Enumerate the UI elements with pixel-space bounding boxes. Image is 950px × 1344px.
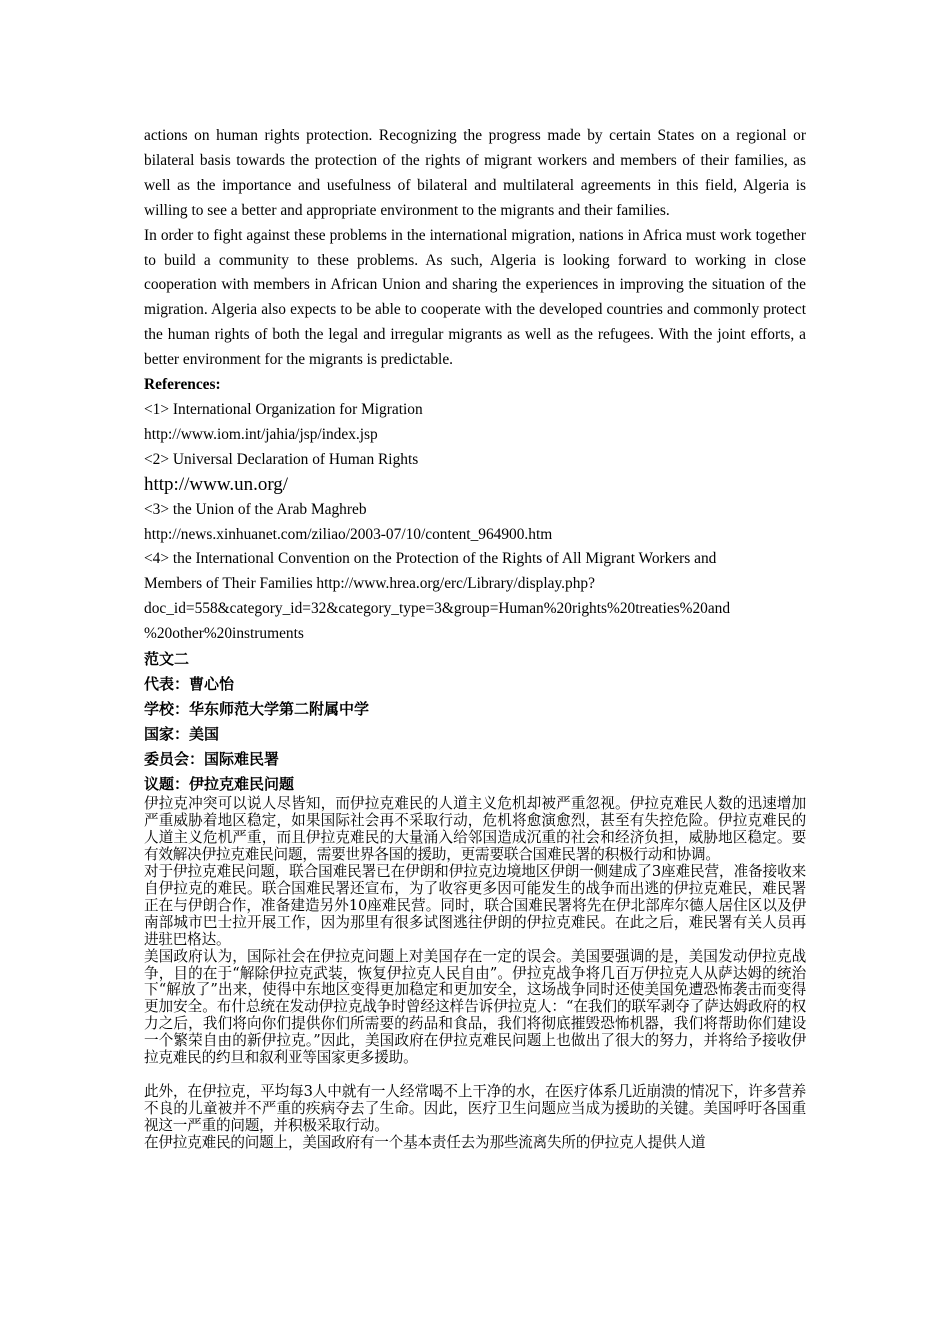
intro-paragraph-1: actions on human rights protection. Recognizing the progress made by certain States on a regional or bilateral basis towards the protection of the rights of migrant workers and members of their families, as well as the importance and usefulness of bilateral and multilateral agreements in this field, Algeria is willing to see a better and appropriate environment to the migrants and their families. xyxy=(144,127,806,219)
body-paragraph-4: 此外，在伊拉克，平均每3人中就有一人经常喝不上干净的水，在医疗体系几近崩溃的情况下，许多营养不良的儿童被并不严重的疾病夺去了生命。因此，医疗卫生问题应当成为援助的关键。美国呼吁各国重视这一严重的问题，并积极采取行动。 xyxy=(144,1082,806,1134)
reference-4-line-3[interactable]: doc_id=558&category_id=32&category_type=3&group=Human%20rights%20treaties%20and xyxy=(144,600,731,618)
reference-1-url[interactable]: http://www.iom.int/jahia/jsp/index.jsp xyxy=(144,425,378,443)
reference-1-title: <1> International Organization for Migration xyxy=(144,400,423,418)
delegate-line: 代表：曹心怡 xyxy=(144,674,235,693)
reference-3-url[interactable]: http://news.xinhuanet.com/ziliao/2003-07/10/content_964900.htm xyxy=(144,525,553,543)
reference-2-url[interactable]: http://www.un.org/ xyxy=(144,473,289,495)
committee-line: 委员会：国际难民署 xyxy=(144,749,280,768)
body-paragraph-2: 对于伊拉克难民问题，联合国难民署已在伊朗和伊拉克边境地区伊朗一侧建成了3座难民营，准备接收来自伊拉克的难民。联合国难民署还宣布，为了收容更多因可能发生的战争而出逃的伊拉克难民，难民署正在与伊朗合作，准备建造另外10座难民营。同时，联合国难民署将先在伊北部库尔德人居住区以及伊南部城市巴士拉开展工作，因为那里有很多试图逃往伊朗的伊拉克难民。在此之后，难民署有关人员再进驻巴格达。 xyxy=(144,863,806,948)
references-heading: References: xyxy=(144,376,221,394)
body-paragraph-1: 伊拉克冲突可以说人尽皆知，而伊拉克难民的人道主义危机却被严重忽视。伊拉克难民人数的迅速增加严重威胁着地区稳定，如果国际社会再不采取行动，危机将愈演愈烈，甚至有失控危险。伊拉克难民的人道主义危机严重，而且伊拉克难民的大量涌入给邻国造成沉重的社会和经济负担，威胁地区稳定。要有效解决伊拉克难民问题，需要世界各国的援助，更需要联合国难民署的积极行动和协调。 xyxy=(144,795,806,864)
school-line: 学校：华东师范大学第二附属中学 xyxy=(144,699,370,718)
intro-paragraph-2: In order to fight against these problems in the international migration, nations in Africa must work together to build a community to these problems. As such, Algeria is looking forward to working in close cooperation with members in African Union and sharing the experiences in improving the situation of the migration. Algeria also expects to be able to cooperate with the developed countries and commonly protect the human rights of both the legal and irregular migrants as well as the refugees. With the joint efforts, a better environment for the migrants is predictable. xyxy=(144,226,806,369)
reference-2-title: <2> Universal Declaration of Human Rights xyxy=(144,450,419,468)
paragraph-spacer xyxy=(144,1067,806,1084)
reference-4-line-1: <4> the International Convention on the Protection of the Rights of All Migrant Workers and xyxy=(144,550,717,568)
body-paragraph-5: 在伊拉克难民的问题上，美国政府有一个基本责任去为那些流离失所的伊拉克人提供人道 xyxy=(144,1133,706,1151)
reference-3-title: <3> the Union of the Arab Maghreb xyxy=(144,500,367,518)
reference-4-line-2[interactable]: Members of Their Families http://www.hrea.org/erc/Library/display.php? xyxy=(144,575,595,593)
document-page xyxy=(144,124,806,1151)
sample-title: 范文二 xyxy=(144,650,190,669)
body-paragraph-3: 美国政府认为，国际社会在伊拉克问题上对美国存在一定的误会。美国要强调的是，美国发动伊拉克战争，目的在于“解除伊拉克武装，恢复伊拉克人民自由”。伊拉克战争将几百万伊拉克人从萨达姆的统治下“解放了”出来，使得中东地区变得更加稳定和更加安全，这场战争同时还使美国免遭恐怖袭击而变得更加安全。布什总统在发动伊拉克战争时曾经这样告诉伊拉克人：“在我们的联军剥夺了萨达姆政府的权力之后，我们将向你们提供你们所需要的药品和食品，我们将彻底摧毁恐怖机器，我们将帮助你们建设一个繁荣自由的新伊拉克。”因此，美国政府在伊拉克难民问题上也做出了很大的努力，并将给予接收伊拉克难民的约旦和叙利亚等国家更多援助。 xyxy=(144,947,806,1067)
country-line: 国家：美国 xyxy=(144,724,220,743)
reference-4-line-4[interactable]: %20other%20instruments xyxy=(144,625,304,643)
references-list xyxy=(144,398,806,647)
topic-line: 议题：伊拉克难民问题 xyxy=(144,774,295,793)
